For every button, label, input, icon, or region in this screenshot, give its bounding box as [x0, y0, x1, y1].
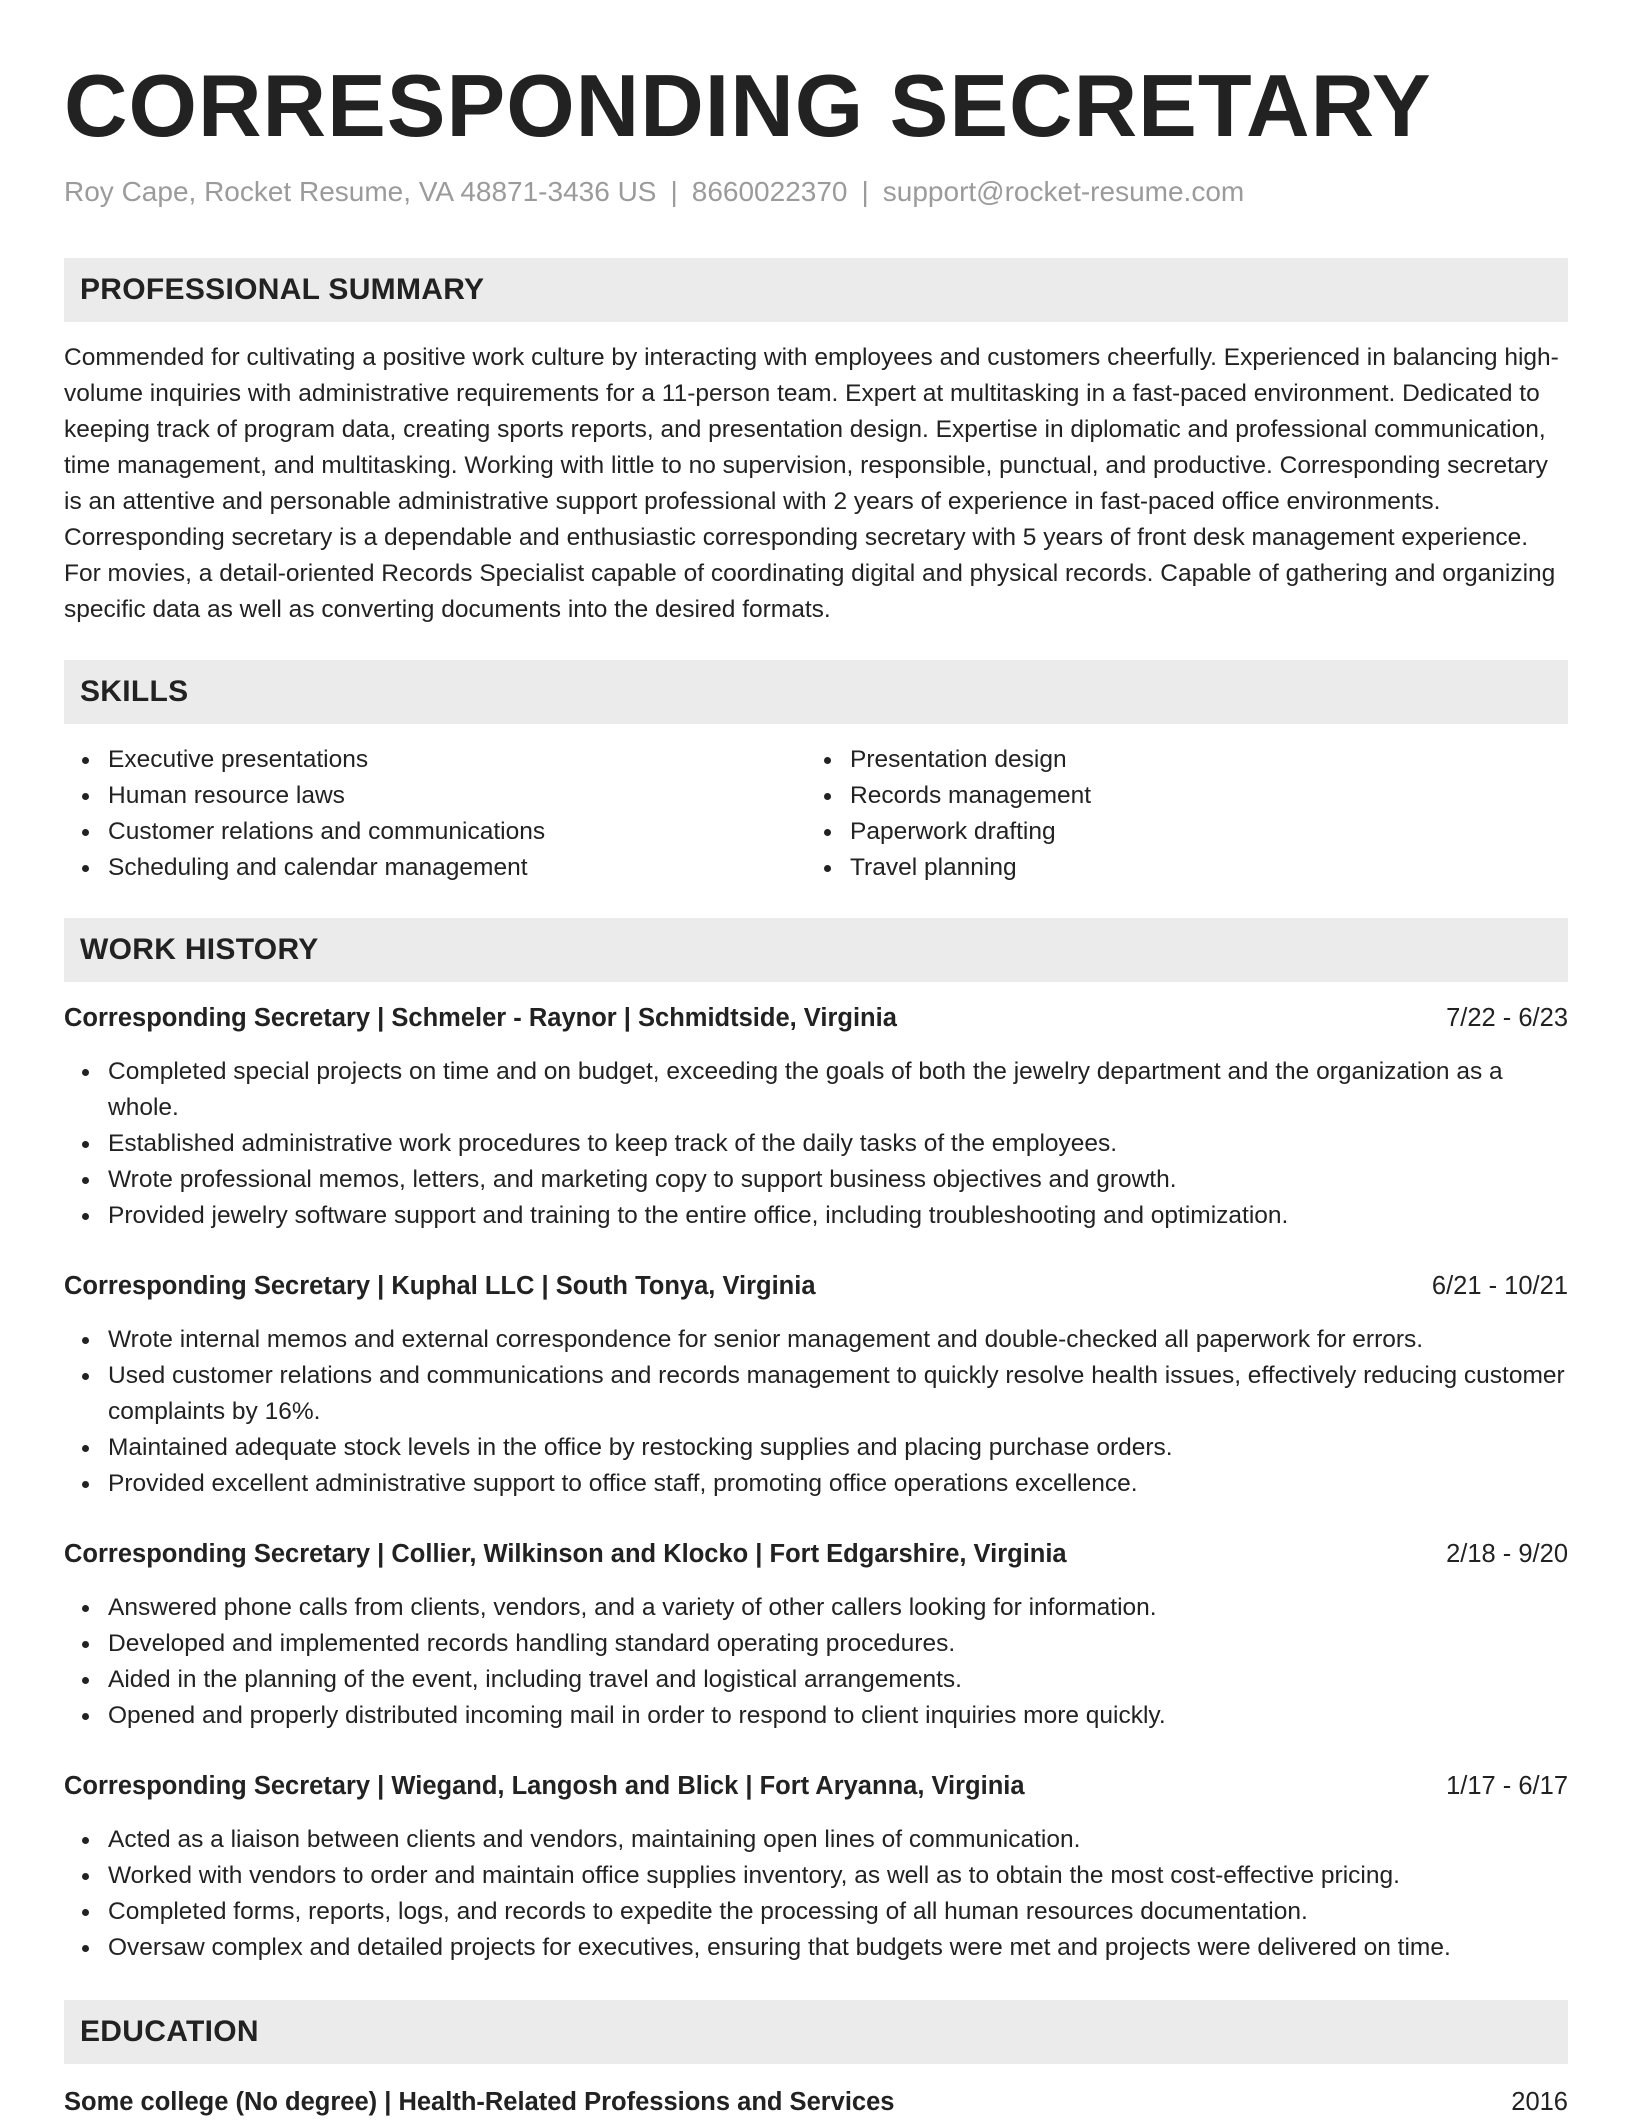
- job-bullet: Used customer relations and communications and records management to quickly resolve health issues, effectively reducing customer complaints by 16%.: [108, 1358, 1568, 1430]
- professional-summary-section: [64, 258, 1568, 628]
- job-bullet: Wrote internal memos and external correspondence for senior management and double-checked all paperwork for errors.: [108, 1322, 1568, 1358]
- section-heading-summary: PROFESSIONAL SUMMARY: [64, 258, 1568, 322]
- summary-text: Commended for cultivating a positive work culture by interacting with employees and customers cheerfully. Experienced in balancing high-volume inquiries with administrative requirements for a 11-person team. Expert at multitasking in a fast-paced environment. Dedicated to keeping track of program data, creating sports reports, and presentation design. Expertise in diplomatic and professional communication, time management, and multitasking. Working with little to no supervision, responsible, punctual, and productive. Corresponding secretary is an attentive and personable administrative support professional with 2 years of experience in fast-paced office environments. Corresponding secretary is a dependable and enthusiastic corresponding secretary with 5 years of front desk management experience. For movies, a detail-oriented Records Specialist capable of coordinating digital and physical records. Capable of gathering and organizing specific data as well as converting documents into the desired formats.: [64, 344, 1559, 623]
- work-history-section: [64, 918, 1568, 1966]
- skill-item: Executive presentations: [108, 742, 806, 778]
- contact-address: Roy Cape, Rocket Resume, VA 48871-3436 US: [64, 176, 657, 207]
- job-bullet: Developed and implemented records handling standard operating procedures.: [108, 1626, 1568, 1662]
- job-bullets: [64, 1054, 1568, 1234]
- contact-separator: |: [670, 176, 678, 207]
- job-bullet: Completed special projects on time and on budget, exceeding the goals of both the jewelry department and the organization as a whole.: [108, 1054, 1568, 1126]
- job-entry: [64, 1536, 1568, 1734]
- job-bullet: Wrote professional memos, letters, and marketing copy to support business objectives and growth.: [108, 1162, 1568, 1198]
- job-dates: 1/17 - 6/17: [1446, 1772, 1568, 1800]
- contact-phone: 8660022370: [691, 176, 848, 207]
- job-bullet: Worked with vendors to order and maintain office supplies inventory, as well as to obtain the most cost-effective pricing.: [108, 1858, 1568, 1894]
- job-title: Corresponding Secretary | Collier, Wilkinson and Klocko | Fort Edgarshire, Virginia: [64, 1540, 1067, 1568]
- section-heading-work-history: WORK HISTORY: [64, 918, 1568, 982]
- contact-line: [64, 172, 1568, 212]
- skill-item: Paperwork drafting: [850, 814, 1548, 850]
- job-bullet: Oversaw complex and detailed projects for executives, ensuring that budgets were met and projects were delivered on time.: [108, 1930, 1568, 1966]
- contact-email: support@rocket-resume.com: [882, 176, 1245, 207]
- job-bullet: Completed forms, reports, logs, and records to expedite the processing of all human resources documentation.: [108, 1894, 1568, 1930]
- job-dates: 6/21 - 10/21: [1431, 1272, 1568, 1300]
- job-title: Corresponding Secretary | Wiegand, Langosh and Blick | Fort Aryanna, Virginia: [64, 1772, 1025, 1800]
- skill-item: Presentation design: [850, 742, 1548, 778]
- job-bullets: [64, 1590, 1568, 1734]
- job-header: [64, 1268, 1568, 1304]
- skill-item: Travel planning: [850, 850, 1548, 886]
- job-header: [64, 1000, 1568, 1036]
- skill-item: Scheduling and calendar management: [108, 850, 806, 886]
- education-title: Some college (No degree) | Health-Related Professions and Services: [64, 2088, 895, 2116]
- section-heading-skills: SKILLS: [64, 660, 1568, 724]
- job-entry: [64, 1268, 1568, 1502]
- job-bullet: Maintained adequate stock levels in the office by restocking supplies and placing purchase orders.: [108, 1430, 1568, 1466]
- contact-separator: |: [861, 176, 869, 207]
- education-section: [64, 2000, 1568, 2120]
- skill-item: Records management: [850, 778, 1548, 814]
- job-entry: [64, 1768, 1568, 1966]
- job-title: Corresponding Secretary | Kuphal LLC | South Tonya, Virginia: [64, 1272, 816, 1300]
- job-header: [64, 1536, 1568, 1572]
- job-bullet: Provided jewelry software support and training to the entire office, including troubleshooting and optimization.: [108, 1198, 1568, 1234]
- skills-section: [64, 660, 1568, 886]
- job-bullet: Acted as a liaison between clients and vendors, maintaining open lines of communication.: [108, 1822, 1568, 1858]
- resume-name: CORRESPONDING SECRETARY: [64, 56, 1432, 155]
- job-bullet: Aided in the planning of the event, including travel and logistical arrangements.: [108, 1662, 1568, 1698]
- job-bullet: Answered phone calls from clients, vendors, and a variety of other callers looking for information.: [108, 1590, 1568, 1626]
- skills-list-left: [64, 742, 806, 886]
- skills-list-right: [806, 742, 1548, 886]
- skill-item: Human resource laws: [108, 778, 806, 814]
- job-bullet: Opened and properly distributed incoming mail in order to respond to client inquiries more quickly.: [108, 1698, 1568, 1734]
- section-heading-education: EDUCATION: [64, 2000, 1568, 2064]
- education-year: 2016: [1511, 2088, 1568, 2116]
- education-entry: [64, 2084, 1568, 2120]
- job-header: [64, 1768, 1568, 1804]
- job-title: Corresponding Secretary | Schmeler - Raynor | Schmidtside, Virginia: [64, 1004, 897, 1032]
- skills-grid: [64, 742, 1568, 886]
- job-bullet: Provided excellent administrative support to office staff, promoting office operations excellence.: [108, 1466, 1568, 1502]
- job-bullets: [64, 1322, 1568, 1502]
- skill-item: Customer relations and communications: [108, 814, 806, 850]
- job-entry: [64, 1000, 1568, 1234]
- job-bullets: [64, 1822, 1568, 1966]
- job-bullet: Established administrative work procedures to keep track of the daily tasks of the employees.: [108, 1126, 1568, 1162]
- job-dates: 2/18 - 9/20: [1446, 1540, 1568, 1568]
- job-dates: 7/22 - 6/23: [1446, 1004, 1568, 1032]
